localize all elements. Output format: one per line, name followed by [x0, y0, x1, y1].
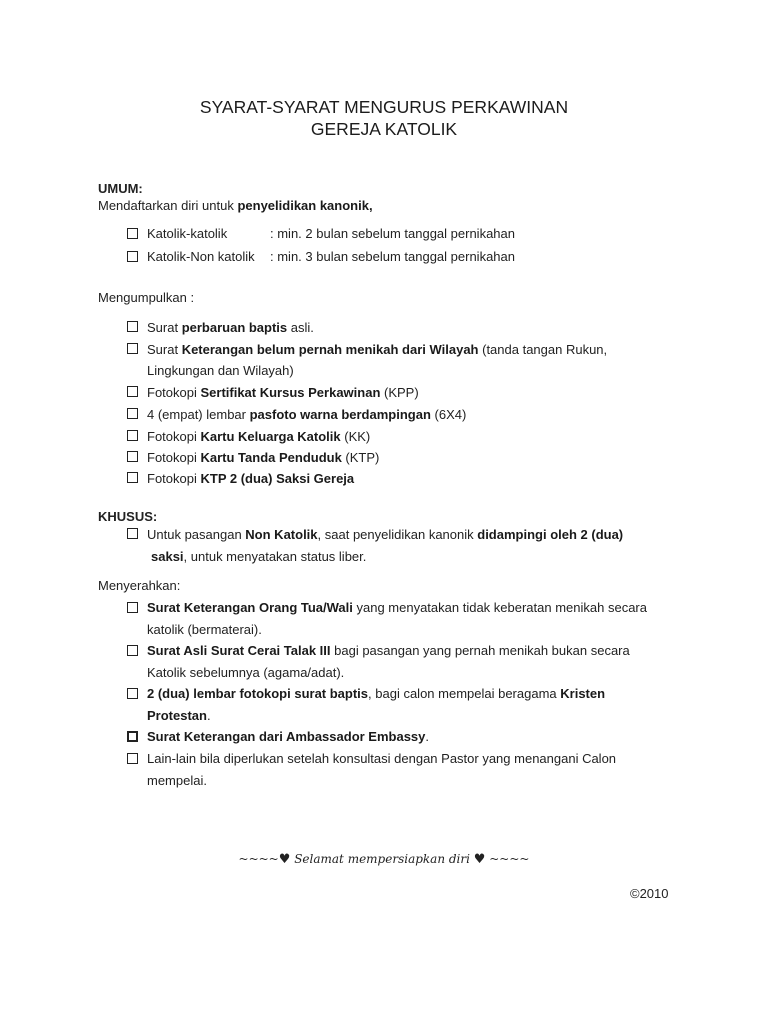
checklist-checkbox[interactable] — [127, 451, 138, 462]
checklist-item-continued: Lingkungan dan Wilayah) — [147, 363, 294, 378]
checklist-item-continued: katolik (bermaterai). — [147, 622, 262, 637]
option-label: Katolik-Non katolik — [147, 249, 255, 264]
checklist-checkbox[interactable] — [127, 602, 138, 613]
document-title-line-2: GEREJA KATOLIK — [310, 119, 458, 139]
checklist-item: 4 (empat) lembar pasfoto warna berdampingan (6X4) — [147, 407, 467, 422]
checklist-checkbox[interactable] — [127, 430, 138, 441]
checklist-checkbox[interactable] — [127, 688, 138, 699]
checklist-item: Surat Keterangan belum pernah menikah dari Wilayah (tanda tangan Rukun, — [147, 342, 608, 357]
umum-intro: Mendaftarkan diri untuk penyelidikan kanonik, — [98, 198, 373, 213]
option-checkbox-katolik-non-katolik[interactable] — [127, 251, 138, 262]
checklist-checkbox[interactable] — [127, 386, 138, 397]
copyright: ©2010 — [630, 886, 669, 901]
checklist-item: Fotokopi Kartu Keluarga Katolik (KK) — [147, 429, 371, 444]
checklist-item: Surat Asli Surat Cerai Talak III bagi pasangan yang pernah menikah bukan secara — [147, 643, 630, 658]
heart-icon: ♥ — [473, 852, 486, 867]
khusus-item: Untuk pasangan Non Katolik, saat penyelidikan kanonik didampingi oleh 2 (dua) — [147, 527, 624, 542]
checklist-checkbox[interactable] — [127, 408, 138, 419]
closing-message: ~~~~♥ Selamat mempersiapkan diri ♥ ~~~~ — [238, 852, 530, 867]
checklist-item: Surat Keterangan dari Ambassador Embassy. — [147, 729, 430, 744]
checklist-item: Surat perbaruan baptis asli. — [147, 320, 314, 335]
checklist-checkbox[interactable] — [127, 645, 138, 656]
khusus-item-continued: saksi, untuk menyatakan status liber. — [151, 549, 367, 564]
option-label: Katolik-katolik — [147, 226, 228, 241]
checklist-item-continued: mempelai. — [147, 773, 207, 788]
checklist-checkbox[interactable] — [127, 472, 138, 483]
checklist-checkbox[interactable] — [127, 753, 138, 764]
checklist-item: Lain-lain bila diperlukan setelah konsultasi dengan Pastor yang menangani Calon — [147, 751, 617, 766]
checklist-checkbox[interactable] — [127, 731, 138, 742]
checklist-item: Fotokopi KTP 2 (dua) Saksi Gereja — [147, 471, 355, 486]
khusus-heading: KHUSUS: — [98, 509, 158, 524]
option-checkbox-katolik-katolik[interactable] — [127, 228, 138, 239]
menyerahkan-heading: Menyerahkan: — [98, 578, 181, 593]
umum-heading: UMUM: — [98, 181, 143, 196]
checklist-item: Fotokopi Kartu Tanda Penduduk (KTP) — [147, 450, 380, 465]
checklist-checkbox[interactable] — [127, 321, 138, 332]
checklist-item-continued: Katolik sebelumnya (agama/adat). — [147, 665, 345, 680]
checklist-checkbox[interactable] — [127, 528, 138, 539]
option-detail: : min. 3 bulan sebelum tanggal pernikahan — [270, 249, 515, 264]
checklist-checkbox[interactable] — [127, 343, 138, 354]
document-title-line-1: SYARAT-SYARAT MENGURUS PERKAWINAN — [199, 97, 569, 117]
heart-icon: ♥ — [278, 852, 291, 867]
option-detail: : min. 2 bulan sebelum tanggal pernikahan — [270, 226, 515, 241]
checklist-item: Surat Keterangan Orang Tua/Wali yang menyatakan tidak keberatan menikah secara — [147, 600, 647, 615]
checklist-item: 2 (dua) lembar fotokopi surat baptis, bagi calon mempelai beragama Kristen — [147, 686, 606, 701]
checklist-item: Fotokopi Sertifikat Kursus Perkawinan (KPP) — [147, 385, 419, 400]
checklist-item-continued: Protestan. — [147, 708, 211, 723]
mengumpulkan-heading: Mengumpulkan : — [98, 290, 195, 305]
